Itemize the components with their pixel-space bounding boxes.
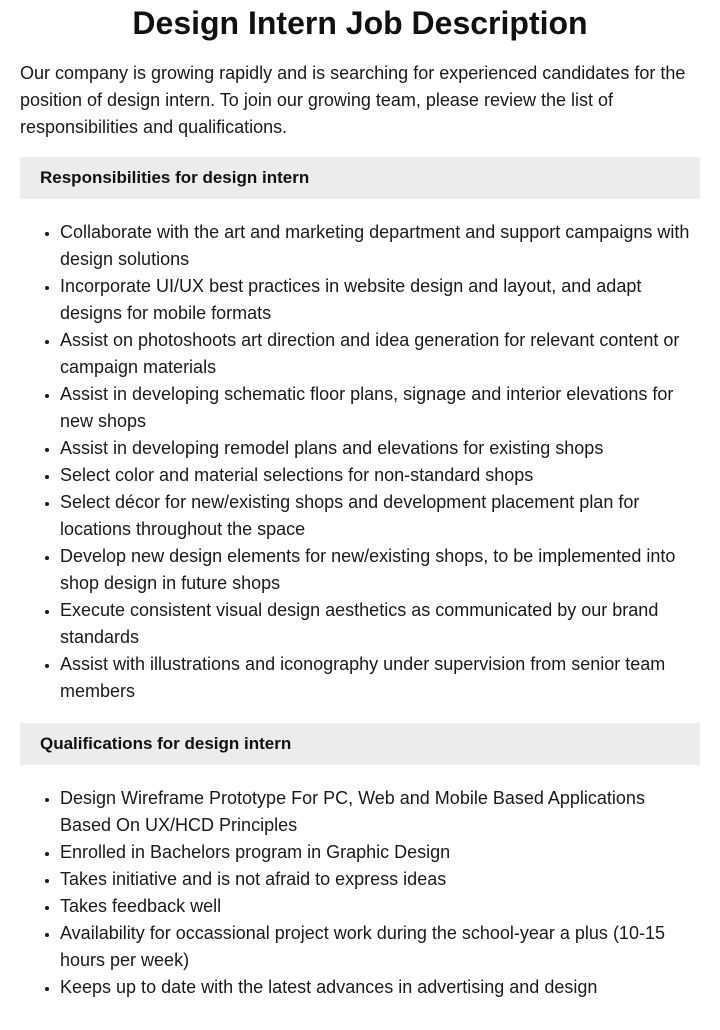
qualifications-list	[20, 785, 700, 1001]
list-item: • Assist in developing remodel plans and elevations for existing shops	[60, 435, 700, 462]
list-item: • Select décor for new/existing shops and development placement plan for locations throughout the space	[60, 489, 700, 543]
qualifications-heading: Qualifications for design intern	[20, 723, 700, 765]
list-item: • Keeps up to date with the latest advances in advertising and design	[60, 974, 700, 1001]
list-item: • Availability for occassional project work during the school-year a plus (10-15 hours per week)	[60, 920, 700, 974]
list-item: • Assist in developing schematic floor plans, signage and interior elevations for new shops	[60, 381, 700, 435]
list-item: • Assist on photoshoots art direction and idea generation for relevant content or campaign materials	[60, 327, 700, 381]
responsibilities-heading: Responsibilities for design intern	[20, 157, 700, 199]
list-item: • Execute consistent visual design aesthetics as communicated by our brand standards	[60, 597, 700, 651]
intro-paragraph: Our company is growing rapidly and is searching for experienced candidates for the position of design intern. To join our growing team, please review the list of responsibilities and qualifications.	[20, 63, 686, 137]
page-title: Design Intern Job Description	[132, 5, 588, 41]
list-item: • Design Wireframe Prototype For PC, Web and Mobile Based Applications Based On UX/HCD Principles	[60, 785, 700, 839]
list-item: • Assist with illustrations and iconography under supervision from senior team members	[60, 651, 700, 705]
list-item: • Takes feedback well	[60, 893, 700, 920]
list-item: • Takes initiative and is not afraid to express ideas	[60, 866, 700, 893]
responsibilities-list	[20, 219, 700, 705]
list-item: • Select color and material selections for non-standard shops	[60, 462, 700, 489]
list-item: • Incorporate UI/UX best practices in website design and layout, and adapt designs for mobile formats	[60, 273, 700, 327]
list-item: • Enrolled in Bachelors program in Graphic Design	[60, 839, 700, 866]
list-item: • Collaborate with the art and marketing department and support campaigns with design solutions	[60, 219, 700, 273]
list-item: • Develop new design elements for new/existing shops, to be implemented into shop design in future shops	[60, 543, 700, 597]
